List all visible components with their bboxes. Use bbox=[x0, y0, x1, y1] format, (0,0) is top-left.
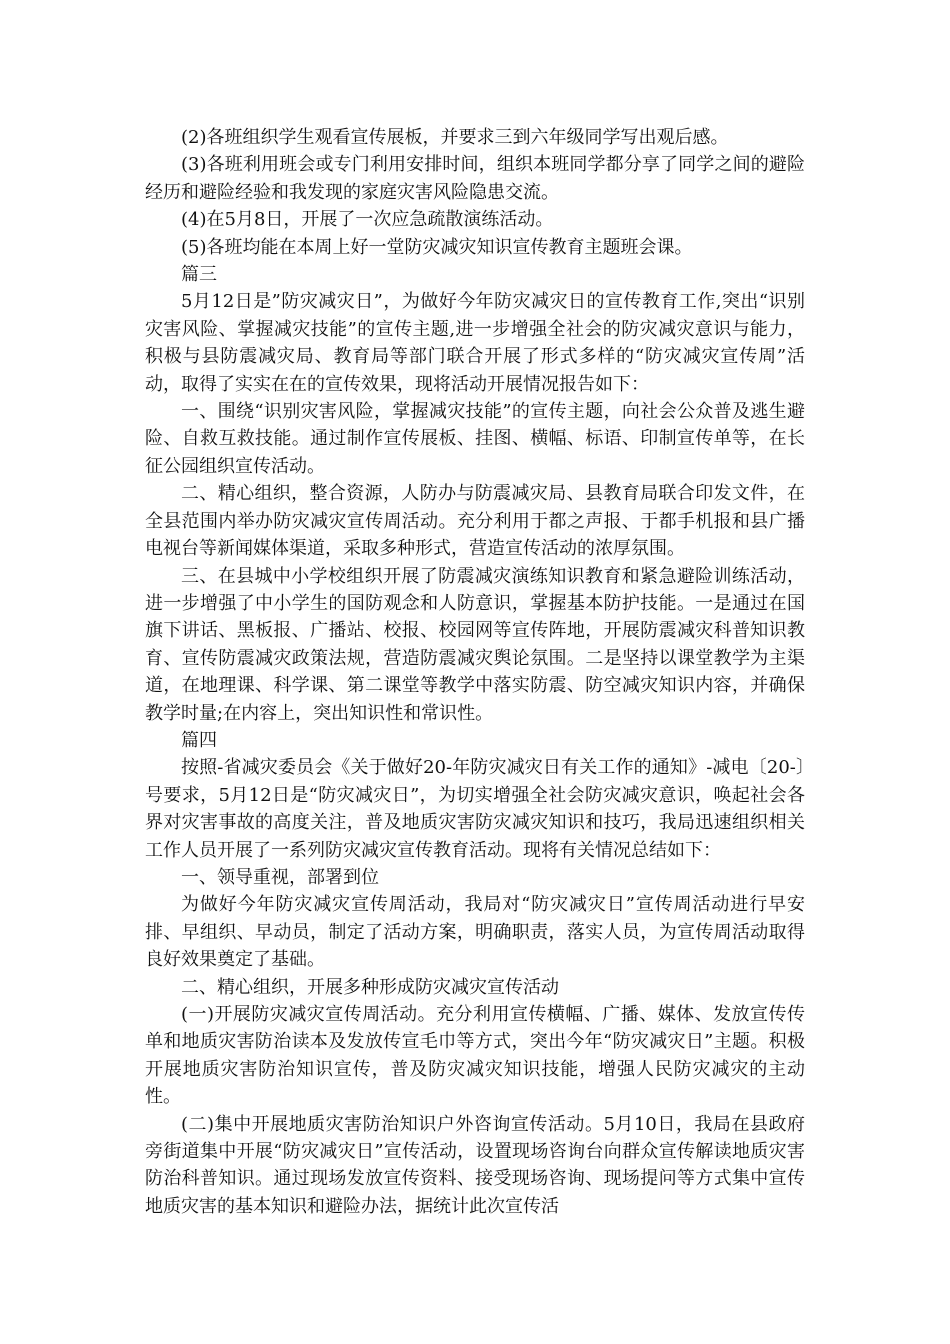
paragraph-part4-intro: 按照-省减灾委员会《关于做好20-年防灾减灾日有关工作的通知》-减电〔20-〕号要求，5月12日是“防灾减灾日”，为切实增强全社会防灾减灾意识，唤起社会各界对灾害事故的高度关注，普及地质灾害防灾减灾知识和技巧，我局迅速组织相关工作人员开展了一系列防灾减灾宣传教育活动。现将有关情况总结如下： bbox=[145, 757, 805, 861]
paragraph-item-5: (5)各班均能在本周上好一堂防灾减灾知识宣传教育主题班会课。 bbox=[181, 236, 693, 258]
paragraph-part3-intro: 5月12日是”防灾减灾日”，为做好今年防灾减灾日的宣传教育工作,突出“识别灾害风险、掌握减灾技能”的宣传主题,进一步增强全社会的防灾减灾意识与能力，积极与县防震减灾局、教育局等部门联合开展了形式多样的“防灾减灾宣传周”活动，取得了实实在在的宣传效果，现将活动开展情况报告如下： bbox=[145, 291, 805, 395]
paragraph-part3-point2: 二、精心组织，整合资源，人防办与防震减灾局、县教育局联合印发文件，在全县范围内举办防灾减灾宣传周活动。充分利用于都之声报、于都手机报和县广播电视台等新闻媒体渠道，采取多种形式，营造宣传活动的浓厚氛围。 bbox=[145, 483, 805, 560]
paragraph-activity-week: (一)开展防灾减灾宣传周活动。充分利用宣传横幅、广播、媒体、发放宣传传单和地质灾害防治读本及发放传宣毛巾等方式，突出今年“防灾减灾日”主题。积极开展地质灾害防治知识宣传，普及防灾减灾知识技能，增强人民防灾减灾的主动性。 bbox=[145, 1004, 805, 1108]
paragraph-part3-point3: 三、在县城中小学校组织开展了防震减灾演练知识教育和紧急避险训练活动，进一步增强了中小学生的国防观念和人防意识，掌握基本防护技能。一是通过在国旗下讲话、黑板报、广播站、校报、校园网等宣传阵地，开展防震减灾科普知识教育、宣传防震减灾政策法规，营造防震减灾舆论氛围。二是坚持以课堂教学为主渠道，在地理课、科学课、第二课堂等教学中落实防震、防空减灾知识内容，并确保教学时量;在内容上，突出知识性和常识性。 bbox=[145, 565, 805, 724]
paragraph-item-2: (2)各班组织学生观看宣传展板，并要求三到六年级同学写出观后感。 bbox=[181, 127, 729, 148]
section-heading-part4: 篇四 bbox=[181, 729, 217, 751]
paragraph-item-4: (4)在5月8日，开展了一次应急疏散演练活动。 bbox=[181, 209, 554, 231]
section-heading-part3: 篇三 bbox=[181, 264, 217, 286]
document-page bbox=[145, 124, 805, 1220]
subheading-leadership: 一、领导重视，部署到位 bbox=[181, 866, 379, 888]
subheading-organization: 二、精心组织，开展多种形成防灾减灾宣传活动 bbox=[181, 976, 559, 998]
paragraph-activity-outdoor: (二)集中开展地质灾害防治知识户外咨询宣传活动。5月10日，我局在县政府旁街道集中开展“防灾减灾日”宣传活动，设置现场咨询台向群众宣传解读地质灾害防治科普知识。通过现场发放宣传资料、接受现场咨询、现场提问等方式集中宣传地质灾害的基本知识和避险办法，据统计此次宣传活 bbox=[145, 1113, 805, 1217]
paragraph-part3-point1: 一、围绕“识别灾害风险，掌握减灾技能”的宣传主题，向社会公众普及逃生避险、自救互救技能。通过制作宣传展板、挂图、横幅、标语、印制宣传单等，在长征公园组织宣传活动。 bbox=[145, 401, 805, 477]
paragraph-item-3: (3)各班利用班会或专门利用安排时间，组织本班同学都分享了同学之间的避险经历和避险经验和我发现的家庭灾害风险隐患交流。 bbox=[145, 154, 805, 203]
paragraph-leadership: 为做好今年防灾减灾宣传周活动，我局对“防灾减灾日”宣传周活动进行早安排、早组织、早动员，制定了活动方案，明确职责，落实人员，为宣传周活动取得良好效果奠定了基础。 bbox=[145, 894, 805, 971]
